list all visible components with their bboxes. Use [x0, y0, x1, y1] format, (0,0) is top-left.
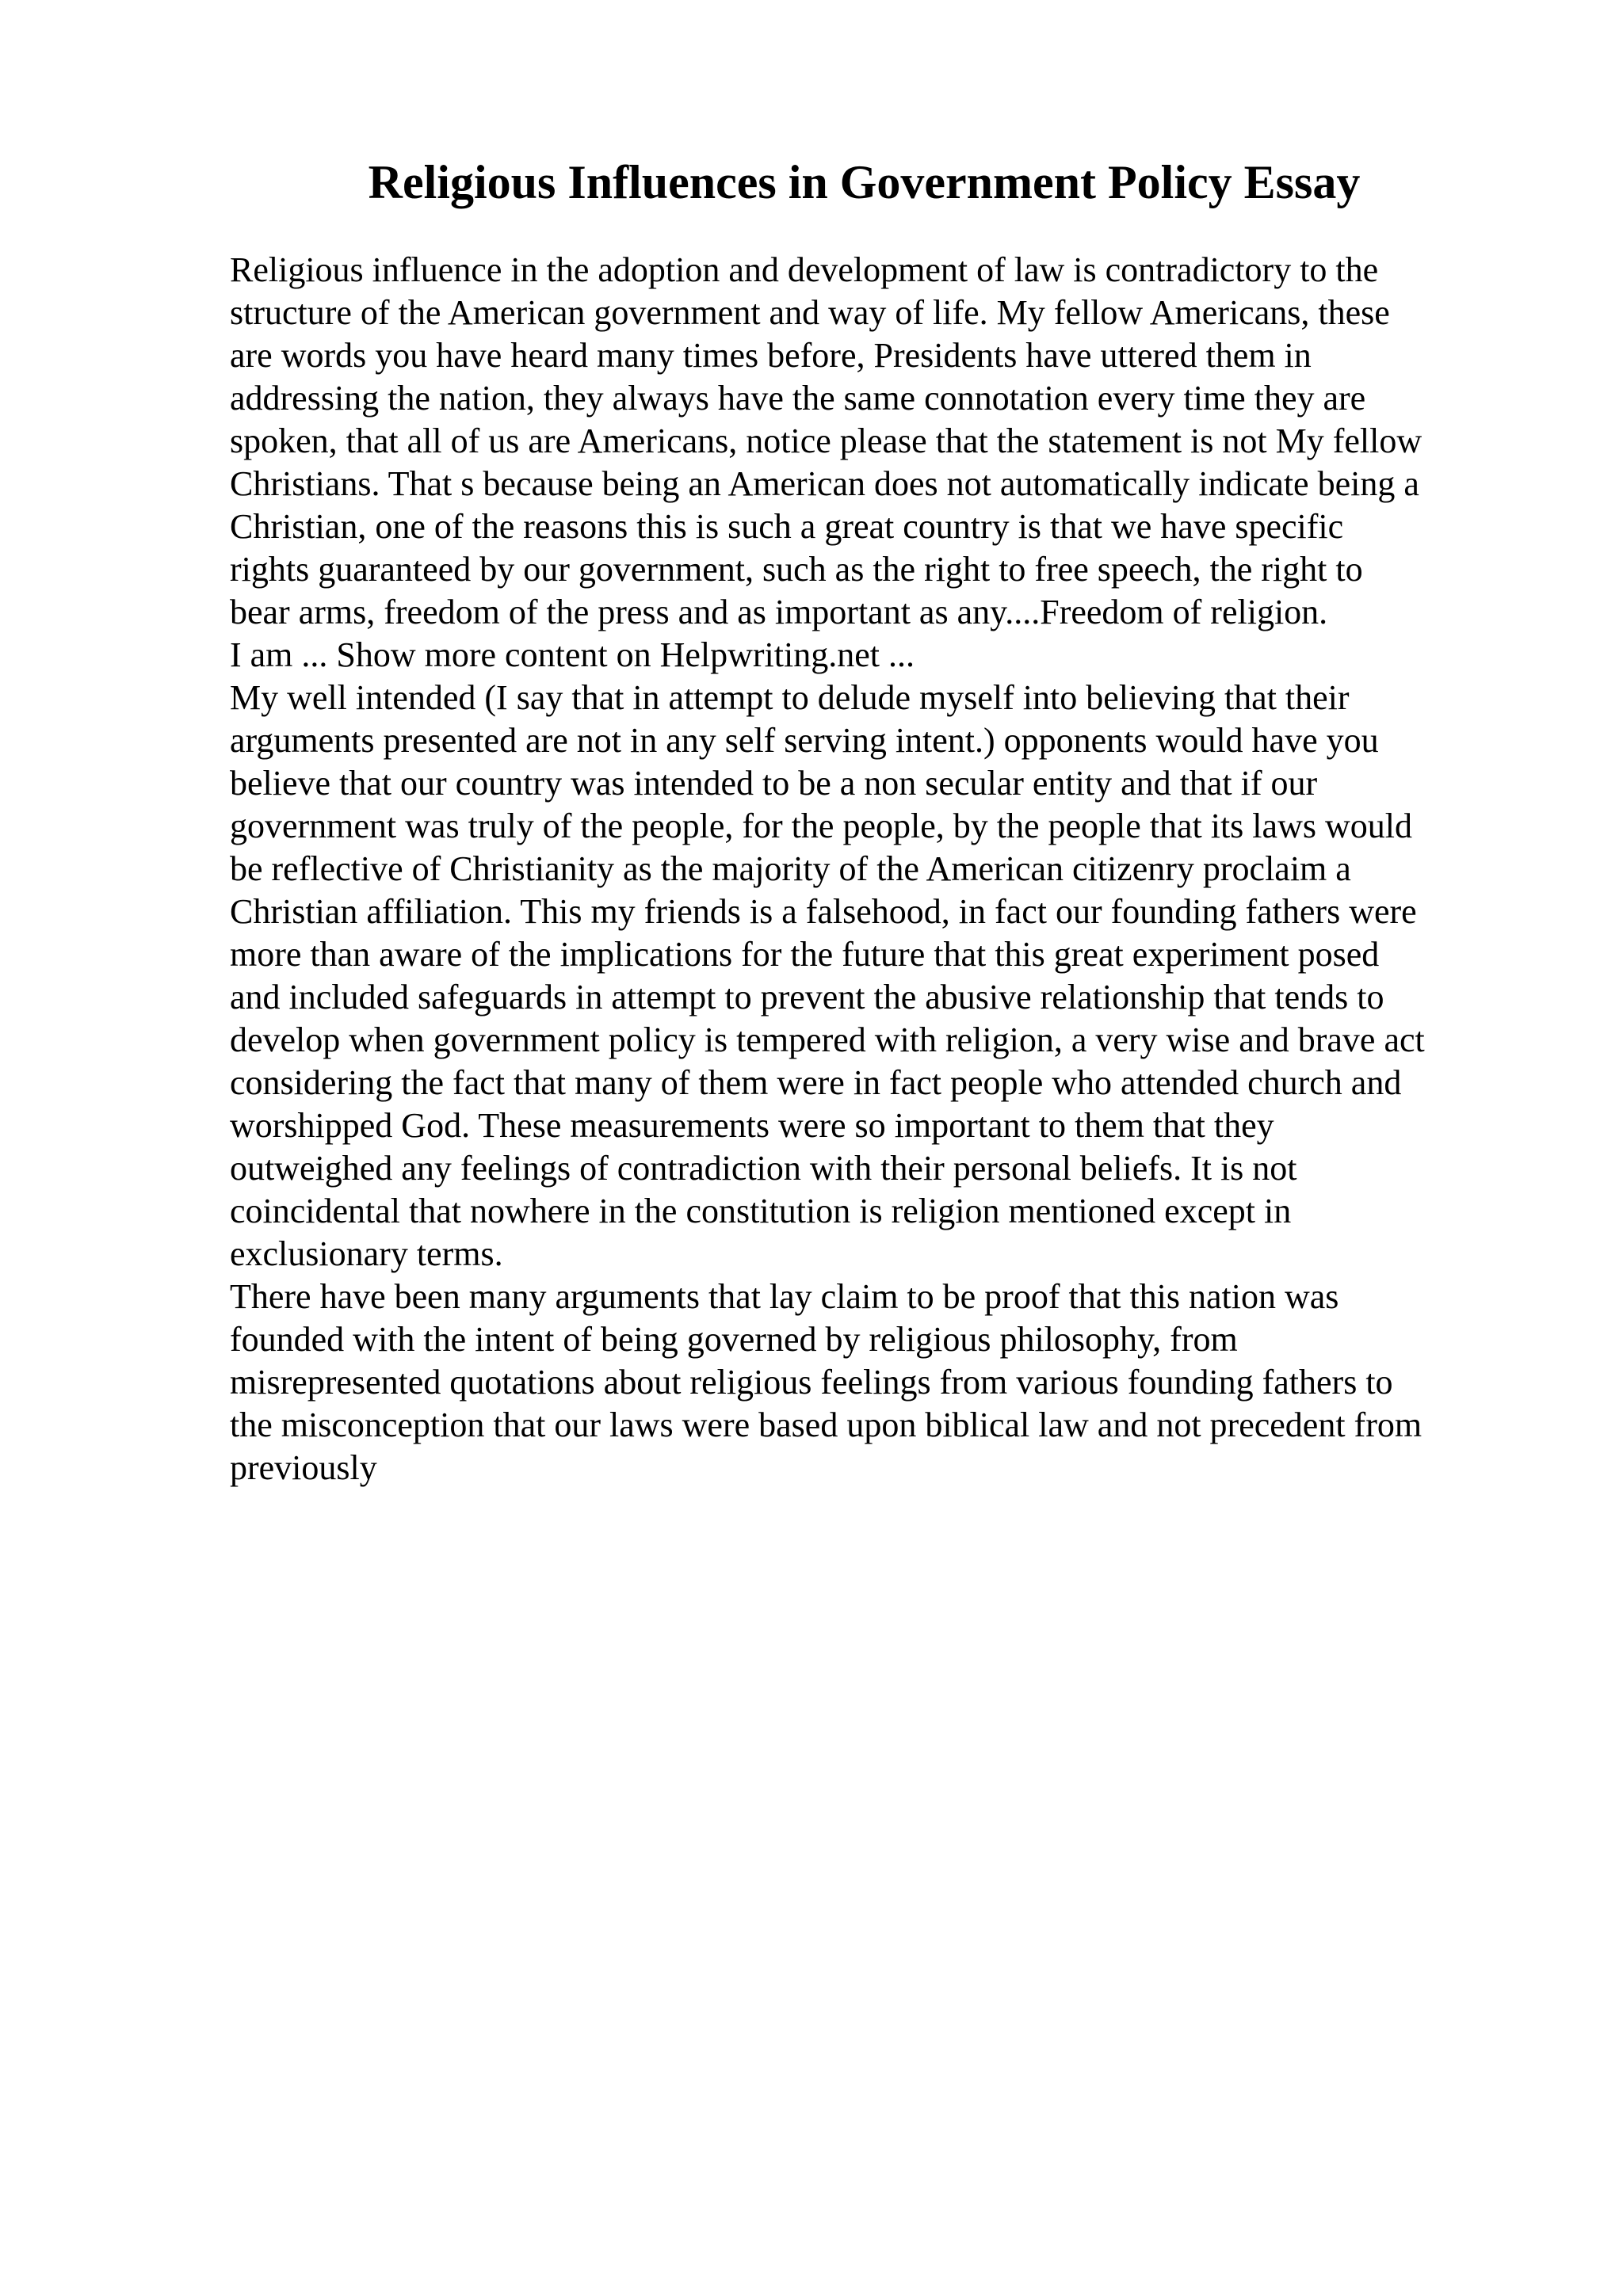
body-line: worshipped God. These measurements were so important to them that they	[230, 1106, 1274, 1145]
body-line: considering the fact that many of them were in fact people who attended church and	[230, 1063, 1402, 1102]
body-line: government was truly of the people, for the people, by the people that its laws would	[230, 807, 1412, 845]
document-title: Religious Influences in Government Policy Essay	[368, 156, 1361, 208]
show-more-line: I am ... Show more content on Helpwriting.net ...	[230, 635, 915, 674]
body-line: addressing the nation, they always have the same connotation every time they are	[230, 379, 1366, 418]
body-line: exclusionary terms.	[230, 1234, 503, 1273]
body-line: develop when government policy is tempered with religion, a very wise and brave act	[230, 1020, 1425, 1059]
body-line: coincidental that nowhere in the constitution is religion mentioned except in	[230, 1192, 1292, 1230]
body-line: My well intended (I say that in attempt to delude myself into believing that their	[230, 678, 1350, 717]
body-line: outweighed any feelings of contradiction with their personal beliefs. It is not	[230, 1149, 1297, 1188]
body-line: are words you have heard many times before, Presidents have uttered them in	[230, 336, 1312, 375]
body-line: structure of the American government and way of life. My fellow Americans, these	[230, 293, 1390, 332]
body-line: Religious influence in the adoption and development of law is contradictory to the	[230, 250, 1379, 289]
body-line: misrepresented quotations about religious feelings from various founding fathers to	[230, 1363, 1393, 1402]
body-line: arguments presented are not in any self serving intent.) opponents would have you	[230, 721, 1379, 760]
body-line: rights guaranteed by our government, such as the right to free speech, the right to	[230, 550, 1363, 589]
body-line: believe that our country was intended to be a non secular entity and that if our	[230, 764, 1318, 803]
body-line: There have been many arguments that lay claim to be proof that this nation was	[230, 1277, 1339, 1316]
body-line: Christian, one of the reasons this is such a great country is that we have specific	[230, 507, 1344, 546]
body-line: more than aware of the implications for the future that this great experiment posed	[230, 935, 1380, 974]
body-line: and included safeguards in attempt to prevent the abusive relationship that tends to	[230, 978, 1384, 1016]
body-line: bear arms, freedom of the press and as important as any....Freedom of religion.	[230, 593, 1328, 631]
body-line: founded with the intent of being governed by religious philosophy, from	[230, 1320, 1238, 1359]
body-line: previously	[230, 1448, 377, 1487]
body-line: be reflective of Christianity as the majority of the American citizenry proclaim a	[230, 849, 1351, 888]
body-line: spoken, that all of us are Americans, notice please that the statement is not My fellow	[230, 421, 1423, 460]
body-line: Christian affiliation. This my friends is a falsehood, in fact our founding fathers were	[230, 892, 1417, 931]
body-line: the misconception that our laws were based upon biblical law and not precedent from	[230, 1405, 1423, 1444]
body-line: Christians. That s because being an American does not automatically indicate being a	[230, 464, 1419, 503]
